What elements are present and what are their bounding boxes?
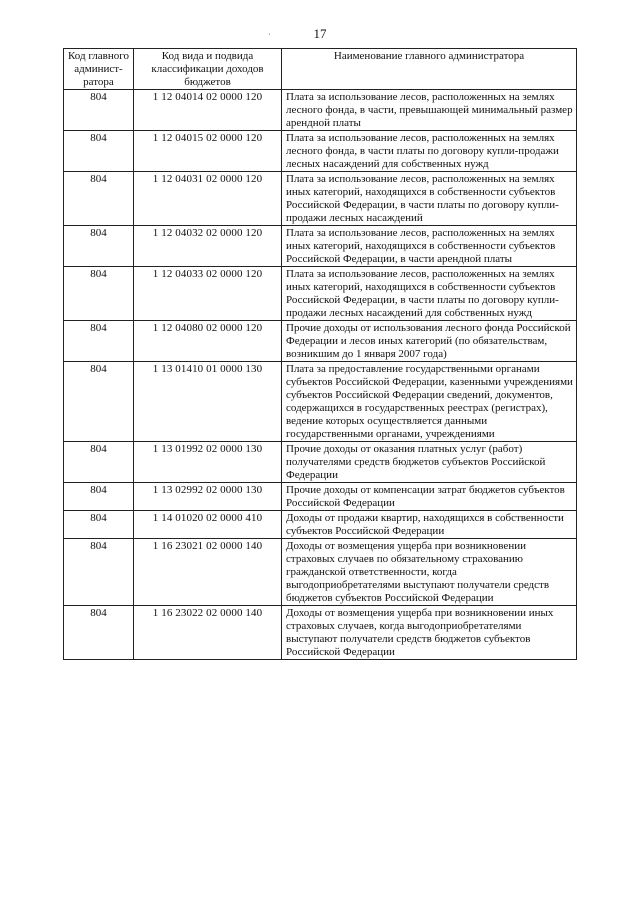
table-row [64,131,577,172]
table-row [64,362,577,442]
administrator-name-cell: Прочие доходы от компенсации затрат бюджетов субъектов Российской Федерации [282,483,577,511]
classification-code-cell: 1 16 23021 02 0000 140 [134,539,282,606]
header-classification-code: Код вида и подвида классификации доходов бюджетов [134,49,282,90]
administrator-name-cell: Плата за использование лесов, расположенных на землях иных категорий, находящихся в собственности субъектов Российской Федерации, в части платы по договору купли-продажи лесных насаждений для собственных нужд [282,267,577,321]
table-row [64,321,577,362]
administrator-name-cell: Доходы от возмещения ущерба при возникновении страховых случаев по обязательному страхованию гражданской ответственности, когда выгодоприобретателями выступают получатели средств бюджетов субъектов Российской Федерации [282,539,577,606]
administrator-name-cell: Доходы от возмещения ущерба при возникновении иных страховых случаев, когда выгодоприобретателями выступают получатели средств бюджетов субъектов Российской Федерации [282,606,577,660]
table-body [64,90,577,660]
classification-code-cell: 1 12 04080 02 0000 120 [134,321,282,362]
table-row [64,483,577,511]
admin-code-cell: 804 [64,172,134,226]
table-row [64,90,577,131]
classification-code-cell: 1 13 02992 02 0000 130 [134,483,282,511]
administrator-name-cell: Плата за использование лесов, расположенных на землях лесного фонда, в части платы по договору купли-продажи лесных насаждений для собственных нужд [282,131,577,172]
admin-code-cell: 804 [64,267,134,321]
classification-code-cell: 1 12 04014 02 0000 120 [134,90,282,131]
administrator-name-cell: Плата за использование лесов, расположенных на землях иных категорий, находящихся в собственности субъектов Российской Федерации, в части арендной платы [282,226,577,267]
classification-code-cell: 1 12 04033 02 0000 120 [134,267,282,321]
page-number: 17 [313,26,327,41]
table-row [64,511,577,539]
admin-code-cell: 804 [64,606,134,660]
administrator-name-cell: Плата за использование лесов, расположенных на землях лесного фонда, в части, превышающей минимальный размер арендной платы [282,90,577,131]
classification-code-cell: 1 12 04032 02 0000 120 [134,226,282,267]
admin-code-cell: 804 [64,131,134,172]
header-admin-code: Код главного админист-ратора [64,49,134,90]
budget-revenue-table [63,48,577,660]
admin-code-cell: 804 [64,226,134,267]
admin-code-cell: 804 [64,483,134,511]
classification-code-cell: 1 16 23022 02 0000 140 [134,606,282,660]
table-row [64,442,577,483]
table-row [64,267,577,321]
classification-code-cell: 1 12 04031 02 0000 120 [134,172,282,226]
classification-code-cell: 1 12 04015 02 0000 120 [134,131,282,172]
table-row [64,539,577,606]
admin-code-cell: 804 [64,321,134,362]
admin-code-cell: 804 [64,362,134,442]
administrator-name-cell: Плата за использование лесов, расположенных на землях иных категорий, находящихся в собственности субъектов Российской Федерации, в части платы по договору купли-продажи лесных насаждений [282,172,577,226]
table-row [64,606,577,660]
admin-code-cell: 804 [64,511,134,539]
administrator-name-cell: Прочие доходы от оказания платных услуг (работ) получателями средств бюджетов субъектов Российской Федерации [282,442,577,483]
admin-code-cell: 804 [64,539,134,606]
classification-code-cell: 1 13 01992 02 0000 130 [134,442,282,483]
admin-code-cell: 804 [64,442,134,483]
table-row [64,226,577,267]
administrator-name-cell: Плата за предоставление государственными органами субъектов Российской Федерации, казенными учреждениями субъектов Российской Федерации сведений, документов, содержащихся в государственных реестрах (регистрах), ведение которых осуществляется данными государственными органами, учреждениями [282,362,577,442]
administrator-name-cell: Прочие доходы от использования лесного фонда Российской Федерации и лесов иных категорий (по обязательствам, возникшим до 1 января 2007 года) [282,321,577,362]
scan-mark: · [268,30,271,39]
table-header-row [64,49,577,90]
classification-code-cell: 1 14 01020 02 0000 410 [134,511,282,539]
classification-code-cell: 1 13 01410 01 0000 130 [134,362,282,442]
table-row [64,172,577,226]
administrator-name-cell: Доходы от продажи квартир, находящихся в собственности субъектов Российской Федерации [282,511,577,539]
header-administrator-name: Наименование главного администратора [282,49,577,90]
admin-code-cell: 804 [64,90,134,131]
